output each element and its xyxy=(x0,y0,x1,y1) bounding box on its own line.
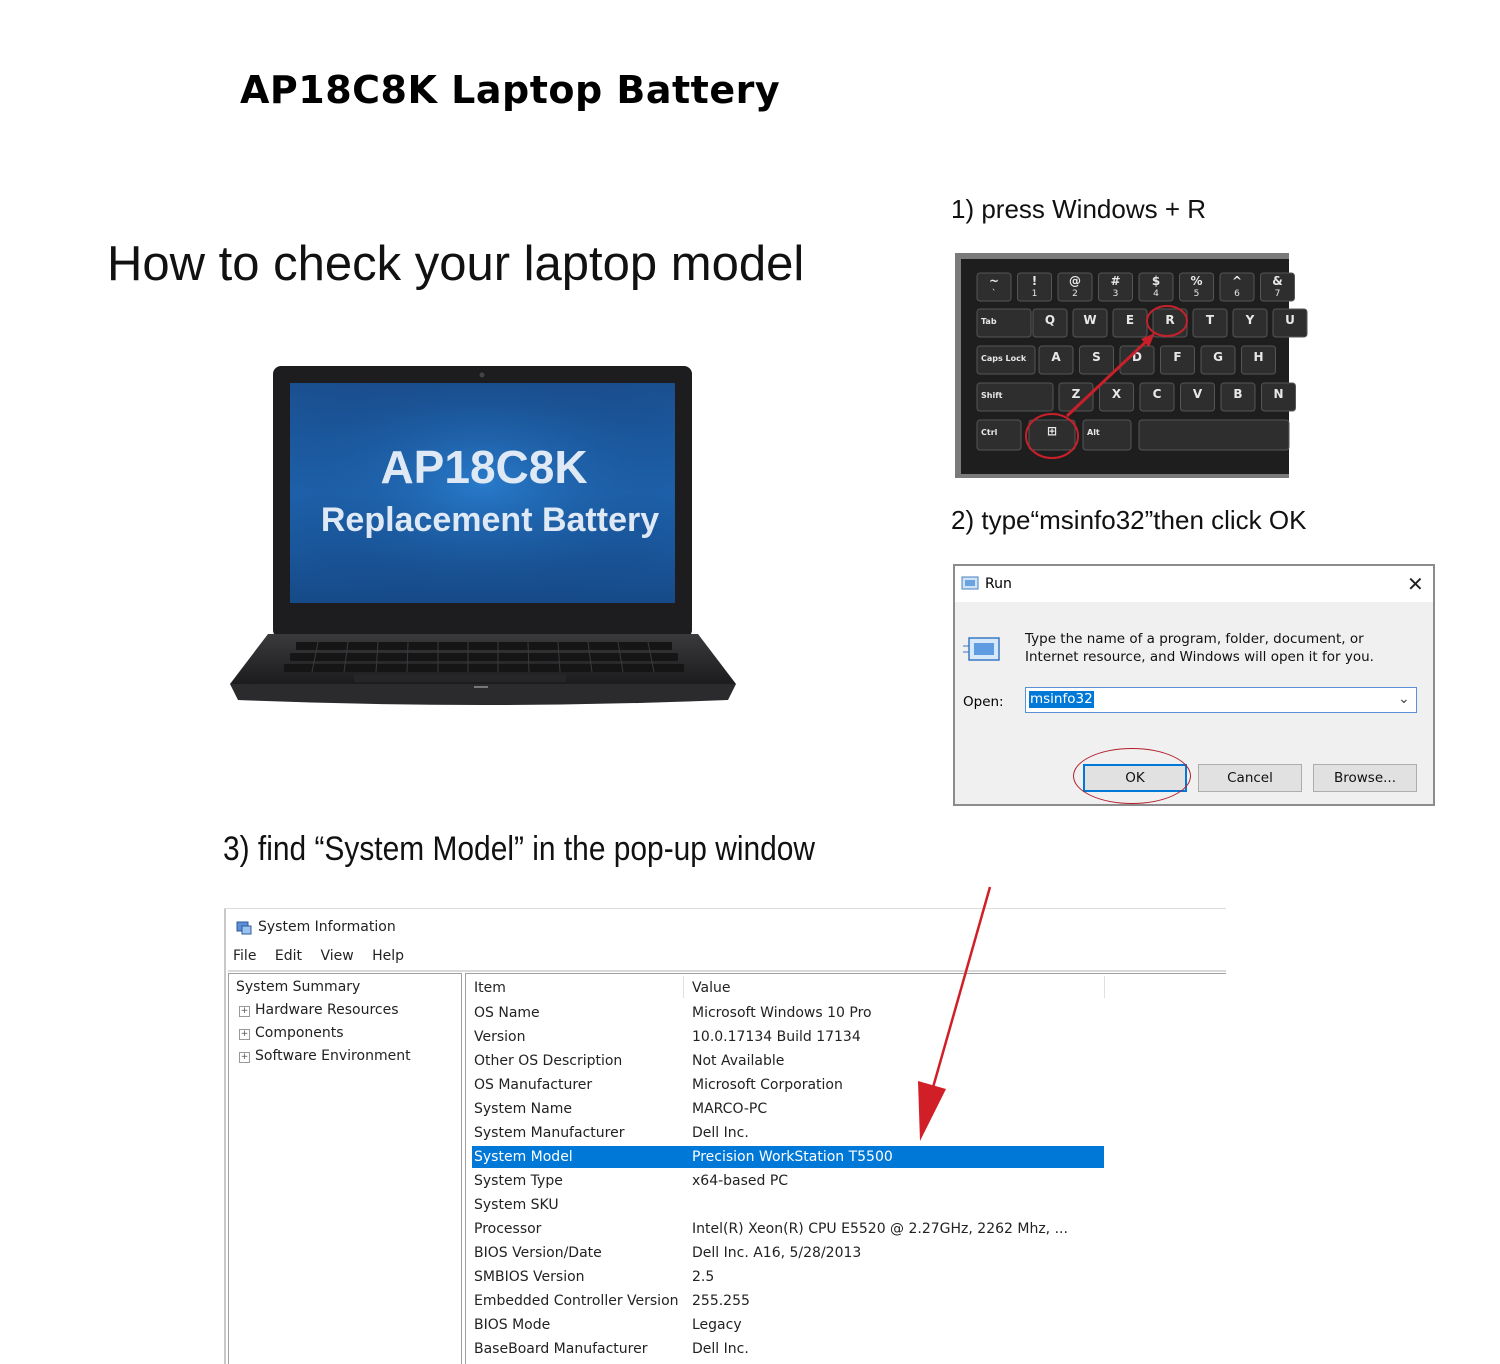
cell-item: SMBIOS Version xyxy=(474,1269,585,1285)
svg-text:7: 7 xyxy=(1274,289,1281,299)
svg-text:%: % xyxy=(1190,274,1203,288)
svg-text:Ctrl: Ctrl xyxy=(981,428,998,437)
expand-icon[interactable]: + xyxy=(240,1006,249,1016)
cell-value: Microsoft Corporation xyxy=(692,1077,843,1093)
cell-value: Intel(R) Xeon(R) CPU E5520 @ 2.27GHz, 2262 Mhz, ... xyxy=(692,1221,1068,1237)
svg-text:R: R xyxy=(1165,313,1175,327)
system-info-icon xyxy=(236,919,252,935)
ok-button[interactable]: OK xyxy=(1083,764,1187,792)
table-header xyxy=(466,974,1106,1000)
close-icon[interactable]: ✕ xyxy=(1407,572,1424,596)
menu-view[interactable]: View xyxy=(320,948,354,964)
table-row[interactable] xyxy=(472,1290,1104,1312)
expand-icon[interactable]: + xyxy=(240,1029,249,1039)
cell-value: Dell Inc. A16, 5/28/2013 xyxy=(692,1245,862,1261)
key-letter xyxy=(1153,309,1187,337)
svg-text:#: # xyxy=(1110,274,1121,288)
open-label: Open: xyxy=(963,694,1004,710)
laptop-screen-caption: Replacement Battery xyxy=(320,501,660,539)
svg-text:&: & xyxy=(1272,274,1283,288)
cell-value: 10.0.17134 Build 17134 xyxy=(692,1029,861,1045)
svg-text:Y: Y xyxy=(1245,313,1255,327)
key-letter xyxy=(1161,346,1195,374)
svg-text:T: T xyxy=(1205,313,1215,327)
table-row[interactable] xyxy=(472,1266,1104,1288)
svg-text:A: A xyxy=(1051,350,1061,364)
step-1-label: 1) press Windows + R xyxy=(951,194,1207,224)
svg-text:N: N xyxy=(1273,387,1284,401)
run-title: Run xyxy=(985,576,1012,592)
system-info-title: System Information xyxy=(258,919,396,935)
svg-text:@: @ xyxy=(1069,274,1081,288)
svg-text:!: ! xyxy=(1031,274,1038,288)
menu-edit[interactable]: Edit xyxy=(274,948,303,964)
key-letter xyxy=(1113,309,1147,337)
svg-text:W: W xyxy=(1083,313,1097,327)
key-space xyxy=(1139,420,1289,450)
svg-text:`: ` xyxy=(991,289,997,299)
cell-value: Legacy xyxy=(692,1317,742,1333)
cell-item: BaseBoard Manufacturer xyxy=(474,1341,648,1357)
product-title: AP18C8K Laptop Battery xyxy=(240,68,781,112)
table-row[interactable] xyxy=(472,1242,1104,1264)
menu-file[interactable]: File xyxy=(233,948,257,964)
svg-text:~: ~ xyxy=(988,274,1000,288)
key-letter xyxy=(1242,346,1276,374)
laptop-screen-model: AP18C8K xyxy=(380,441,588,493)
cell-item: Processor xyxy=(474,1221,542,1237)
how-to-title: How to check your laptop model xyxy=(107,237,805,291)
svg-text:F: F xyxy=(1173,350,1182,364)
category-tree xyxy=(228,973,462,1364)
key-number xyxy=(1058,273,1092,301)
column-value-header[interactable]: Value xyxy=(692,980,731,996)
key-letter xyxy=(1262,383,1296,411)
svg-text:H: H xyxy=(1253,350,1264,364)
menu-help[interactable]: Help xyxy=(372,948,405,964)
tree-item-software-environment[interactable] xyxy=(239,1048,411,1064)
key-letter xyxy=(1181,383,1215,411)
cell-value: 255.255 xyxy=(692,1293,750,1309)
key-letter xyxy=(1140,383,1174,411)
svg-text:Alt: Alt xyxy=(1087,428,1100,437)
red-arrow-annotation xyxy=(900,885,1010,1155)
cell-value: 2.5 xyxy=(692,1269,715,1285)
tree-item-label: Software Environment xyxy=(255,1048,411,1064)
browse-button[interactable]: Browse... xyxy=(1313,764,1417,792)
column-divider[interactable] xyxy=(1104,976,1105,998)
svg-text:C: C xyxy=(1152,387,1162,401)
table-row[interactable] xyxy=(472,1314,1104,1336)
key-caps-lock xyxy=(977,346,1035,374)
key-number xyxy=(1099,273,1133,301)
cell-value: Precision WorkStation T5500 xyxy=(692,1149,893,1165)
key-number xyxy=(1261,273,1295,301)
svg-text:3: 3 xyxy=(1112,289,1119,299)
tree-item-system-summary[interactable]: System Summary xyxy=(236,979,361,995)
table-row[interactable] xyxy=(472,1194,1104,1216)
key-number xyxy=(1220,273,1254,301)
cancel-button[interactable]: Cancel xyxy=(1198,764,1302,792)
svg-text:5: 5 xyxy=(1193,289,1200,299)
cell-item: BIOS Version/Date xyxy=(474,1245,602,1261)
svg-text:Q: Q xyxy=(1044,313,1056,327)
svg-text:S: S xyxy=(1092,350,1101,364)
step-2-label: 2) type“msinfo32”then click OK xyxy=(951,505,1307,535)
cell-value: Microsoft Windows 10 Pro xyxy=(692,1005,872,1021)
key-tab xyxy=(977,309,1031,337)
svg-text:G: G xyxy=(1213,350,1223,364)
key-number xyxy=(1018,273,1052,301)
svg-text:4: 4 xyxy=(1153,289,1159,299)
column-item-header[interactable]: Item xyxy=(474,980,506,996)
expand-icon[interactable]: + xyxy=(240,1052,249,1062)
table-row[interactable] xyxy=(472,1170,1104,1192)
cell-item: System Name xyxy=(474,1101,572,1117)
ok-highlight-circle xyxy=(1073,748,1191,804)
run-app-icon xyxy=(961,576,979,590)
laptop-illustration xyxy=(228,366,738,716)
key-number xyxy=(977,273,1011,301)
svg-text:⊞: ⊞ xyxy=(1046,424,1058,438)
key-letter xyxy=(1221,383,1255,411)
cell-item: OS Manufacturer xyxy=(474,1077,593,1093)
cell-item: Other OS Description xyxy=(474,1053,623,1069)
svg-text:X: X xyxy=(1111,387,1122,401)
key-letter xyxy=(1033,309,1067,337)
cell-item: System Model xyxy=(474,1149,573,1165)
cell-value: Dell Inc. xyxy=(692,1125,749,1141)
svg-text:V: V xyxy=(1192,387,1203,401)
run-titlebar xyxy=(955,566,1433,602)
table-row[interactable] xyxy=(472,1218,1104,1240)
svg-text:E: E xyxy=(1125,313,1135,327)
svg-text:2: 2 xyxy=(1072,289,1078,299)
key-letter xyxy=(1233,309,1267,337)
svg-text:D: D xyxy=(1132,350,1142,364)
cell-item: System SKU xyxy=(474,1197,559,1213)
system-information-window xyxy=(224,908,1226,1364)
svg-text:Z: Z xyxy=(1071,387,1081,401)
key-number xyxy=(1180,273,1214,301)
cell-item: System Manufacturer xyxy=(474,1125,625,1141)
key-letter xyxy=(1201,346,1235,374)
run-program-icon xyxy=(963,634,1003,664)
svg-text:$: $ xyxy=(1151,274,1161,288)
svg-text:Tab: Tab xyxy=(981,317,997,326)
key-alt xyxy=(1083,420,1131,450)
key-letter xyxy=(1080,346,1114,374)
key-letter xyxy=(1273,309,1307,337)
column-divider[interactable] xyxy=(683,976,684,998)
menu-divider xyxy=(228,970,1226,972)
cell-item: System Type xyxy=(474,1173,563,1189)
key-ctrl xyxy=(977,420,1021,450)
cell-value: x64-based PC xyxy=(692,1173,789,1189)
window-edge xyxy=(224,909,226,1364)
tree-item-components[interactable] xyxy=(239,1025,344,1041)
summary-table xyxy=(465,973,1226,1364)
svg-text:6: 6 xyxy=(1234,289,1240,299)
tree-item-label: Hardware Resources xyxy=(255,1002,399,1018)
cell-item: Version xyxy=(474,1029,526,1045)
cell-item: BIOS Mode xyxy=(474,1317,551,1333)
step-3-label: 3) find “System Model” in the pop-up window xyxy=(223,830,816,868)
key-windows xyxy=(1029,420,1075,450)
cell-value: MARCO-PC xyxy=(692,1101,768,1117)
svg-text:Caps Lock: Caps Lock xyxy=(981,354,1027,363)
tree-item-label: Components xyxy=(255,1025,344,1041)
cell-item: OS Name xyxy=(474,1005,540,1021)
run-dialog xyxy=(953,564,1435,806)
key-letter xyxy=(1193,309,1227,337)
svg-text:U: U xyxy=(1285,313,1295,327)
table-row[interactable] xyxy=(472,1338,1104,1360)
open-input[interactable] xyxy=(1025,687,1417,713)
key-number xyxy=(1139,273,1173,301)
svg-text:^: ^ xyxy=(1231,274,1243,288)
chevron-down-icon[interactable]: ⌄ xyxy=(1398,690,1410,706)
key-shift xyxy=(977,383,1053,411)
run-description: Type the name of a program, folder, document, or Internet resource, and Windows will open it for you. xyxy=(1025,631,1374,665)
key-letter xyxy=(1073,309,1107,337)
svg-text:B: B xyxy=(1233,387,1243,401)
key-letter xyxy=(1100,383,1134,411)
keyboard-photo xyxy=(955,253,1295,478)
key-letter xyxy=(1039,346,1073,374)
svg-text:1: 1 xyxy=(1031,289,1038,299)
cell-value: Not Available xyxy=(692,1053,785,1069)
cell-item: Embedded Controller Version xyxy=(474,1293,679,1309)
open-input-value: msinfo32 xyxy=(1030,691,1093,707)
cell-value: Dell Inc. xyxy=(692,1341,749,1357)
svg-text:Shift: Shift xyxy=(981,391,1003,400)
menu-bar xyxy=(233,948,418,964)
tree-item-hardware-resources[interactable] xyxy=(239,1002,399,1018)
